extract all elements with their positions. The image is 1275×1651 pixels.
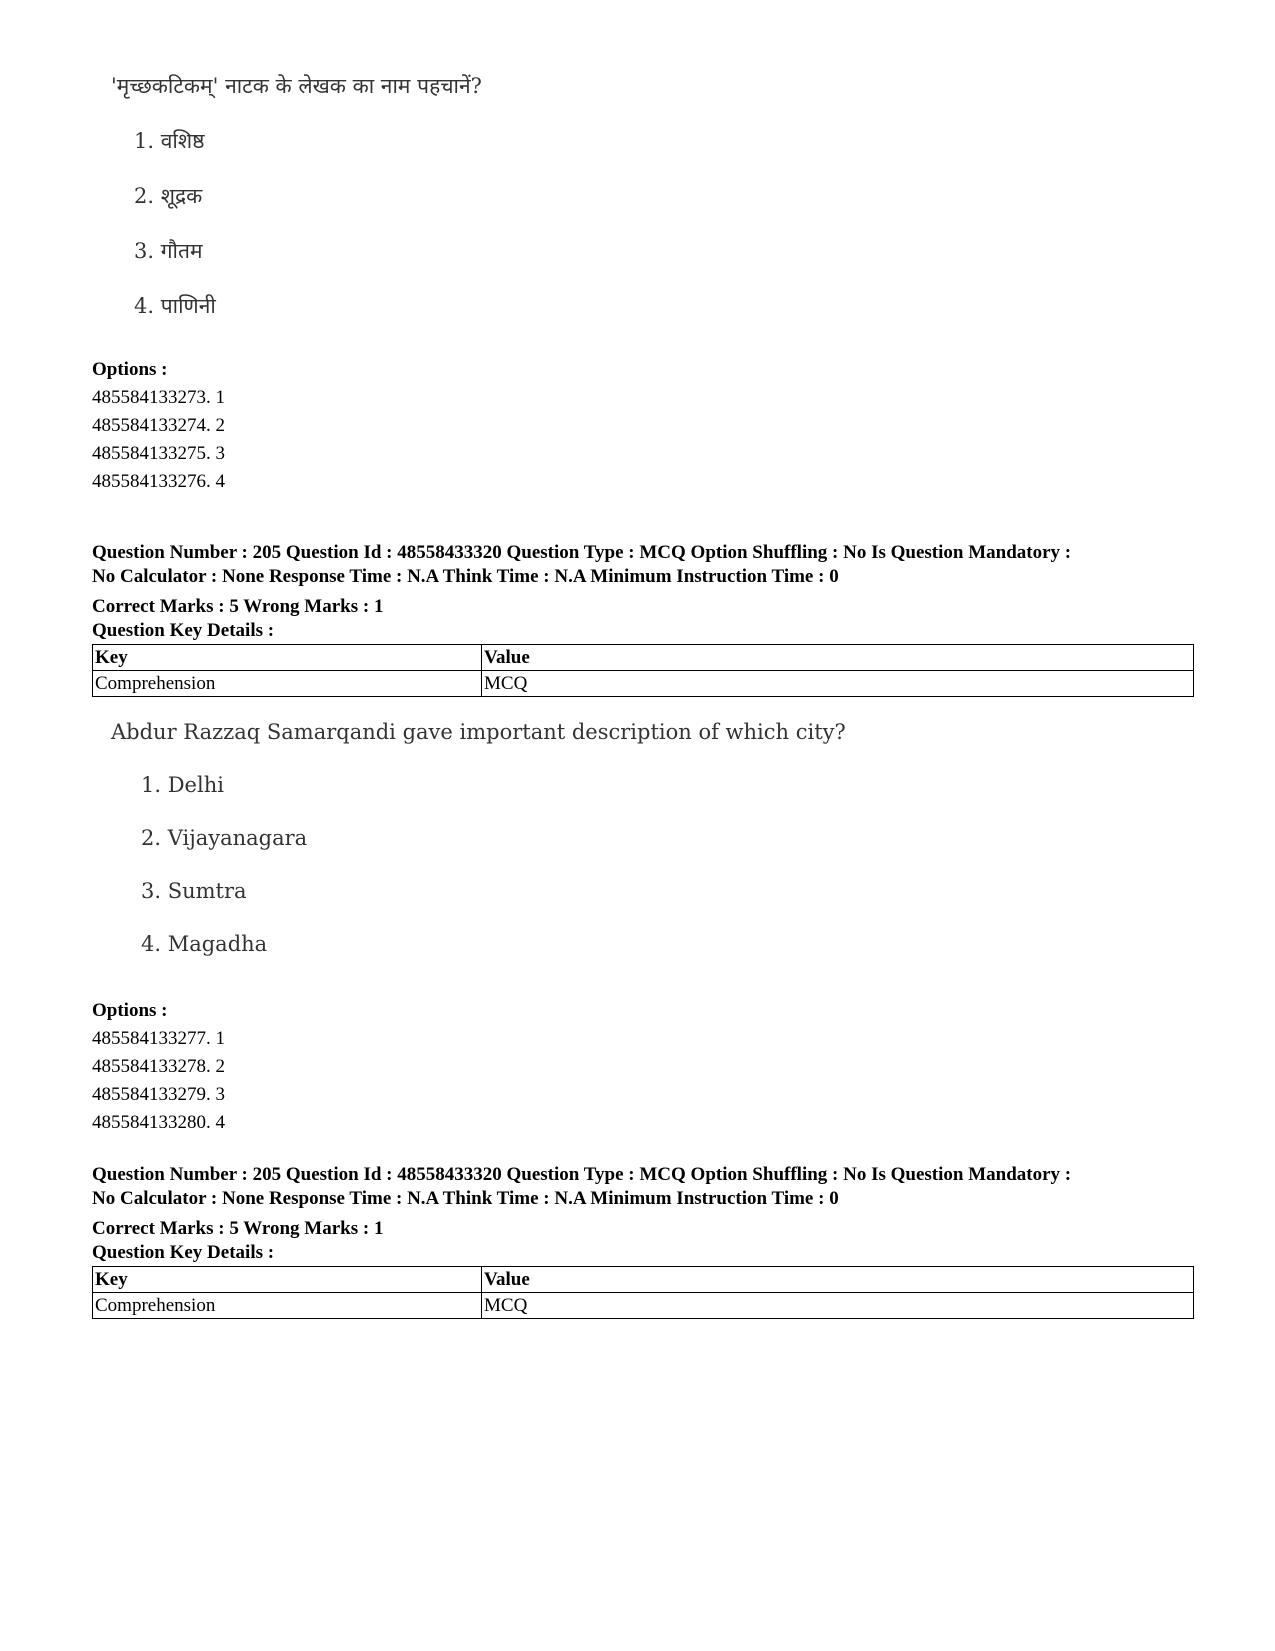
- option-item: 485584133273. 1: [92, 387, 225, 408]
- table-cell-key: Comprehension: [93, 1293, 482, 1319]
- question-3-meta: [92, 1163, 1202, 1319]
- options-label: Options :: [92, 1000, 168, 1021]
- question-1-image: [100, 72, 660, 347]
- table-header-row: [93, 1267, 1194, 1293]
- question-meta-line-2: No Calculator : None Response Time : N.A Think Time : N.A Minimum Instruction Time : 0: [92, 1188, 839, 1209]
- question-2-choice-1: 1. Delhi: [141, 773, 224, 797]
- option-item: 485584133280. 4: [92, 1112, 225, 1133]
- marks-line: Correct Marks : 5 Wrong Marks : 1: [92, 1218, 384, 1239]
- table-cell-value: MCQ: [482, 671, 1194, 697]
- option-item: 485584133279. 3: [92, 1084, 225, 1105]
- question-1-options: [92, 356, 1202, 496]
- table-cell-value: MCQ: [482, 1293, 1194, 1319]
- table-header-key: Key: [93, 645, 482, 671]
- question-2-meta: [92, 541, 1202, 697]
- key-details-table: [92, 1266, 1194, 1319]
- key-details-table: [92, 644, 1194, 697]
- question-meta-line-1: Question Number : 205 Question Id : 48558433320 Question Type : MCQ Option Shuffling : No Is Question Mandatory :: [92, 1164, 1072, 1185]
- options-label: Options :: [92, 359, 168, 380]
- question-2-choice-3: 3. Sumtra: [141, 879, 247, 903]
- question-1-text: 'मृच्छकटिकम्' नाटक के लेखक का नाम पहचानें?: [111, 74, 482, 98]
- table-row: [93, 671, 1194, 697]
- table-header-value: Value: [482, 1267, 1194, 1293]
- table-row: [93, 1293, 1194, 1319]
- table-header-row: [93, 645, 1194, 671]
- option-item: 485584133276. 4: [92, 471, 225, 492]
- question-2-choice-4: 4. Magadha: [141, 932, 268, 956]
- marks-line: Correct Marks : 5 Wrong Marks : 1: [92, 596, 384, 617]
- option-item: 485584133278. 2: [92, 1056, 225, 1077]
- question-2-choice-2: 2. Vijayanagara: [141, 826, 308, 850]
- question-2-image: [100, 718, 900, 973]
- option-item: 485584133274. 2: [92, 415, 225, 436]
- question-2-text: Abdur Razzaq Samarqandi gave important description of which city?: [111, 720, 846, 744]
- table-header-key: Key: [93, 1267, 482, 1293]
- table-cell-key: Comprehension: [93, 671, 482, 697]
- question-1-choice-4: 4. पाणिनी: [134, 294, 216, 318]
- question-1-choice-3: 3. गौतम: [134, 239, 203, 263]
- option-item: 485584133275. 3: [92, 443, 225, 464]
- key-details-label: Question Key Details :: [92, 620, 275, 641]
- question-1-choice-1: 1. वशिष्ठ: [134, 129, 205, 153]
- question-meta-line-1: Question Number : 205 Question Id : 48558433320 Question Type : MCQ Option Shuffling : No Is Question Mandatory :: [92, 542, 1072, 563]
- question-2-options: [92, 997, 1202, 1137]
- question-meta-line-2: No Calculator : None Response Time : N.A Think Time : N.A Minimum Instruction Time : 0: [92, 566, 839, 587]
- question-1-choice-2: 2. शूद्रक: [134, 184, 203, 208]
- table-header-value: Value: [482, 645, 1194, 671]
- option-item: 485584133277. 1: [92, 1028, 225, 1049]
- key-details-label: Question Key Details :: [92, 1242, 275, 1263]
